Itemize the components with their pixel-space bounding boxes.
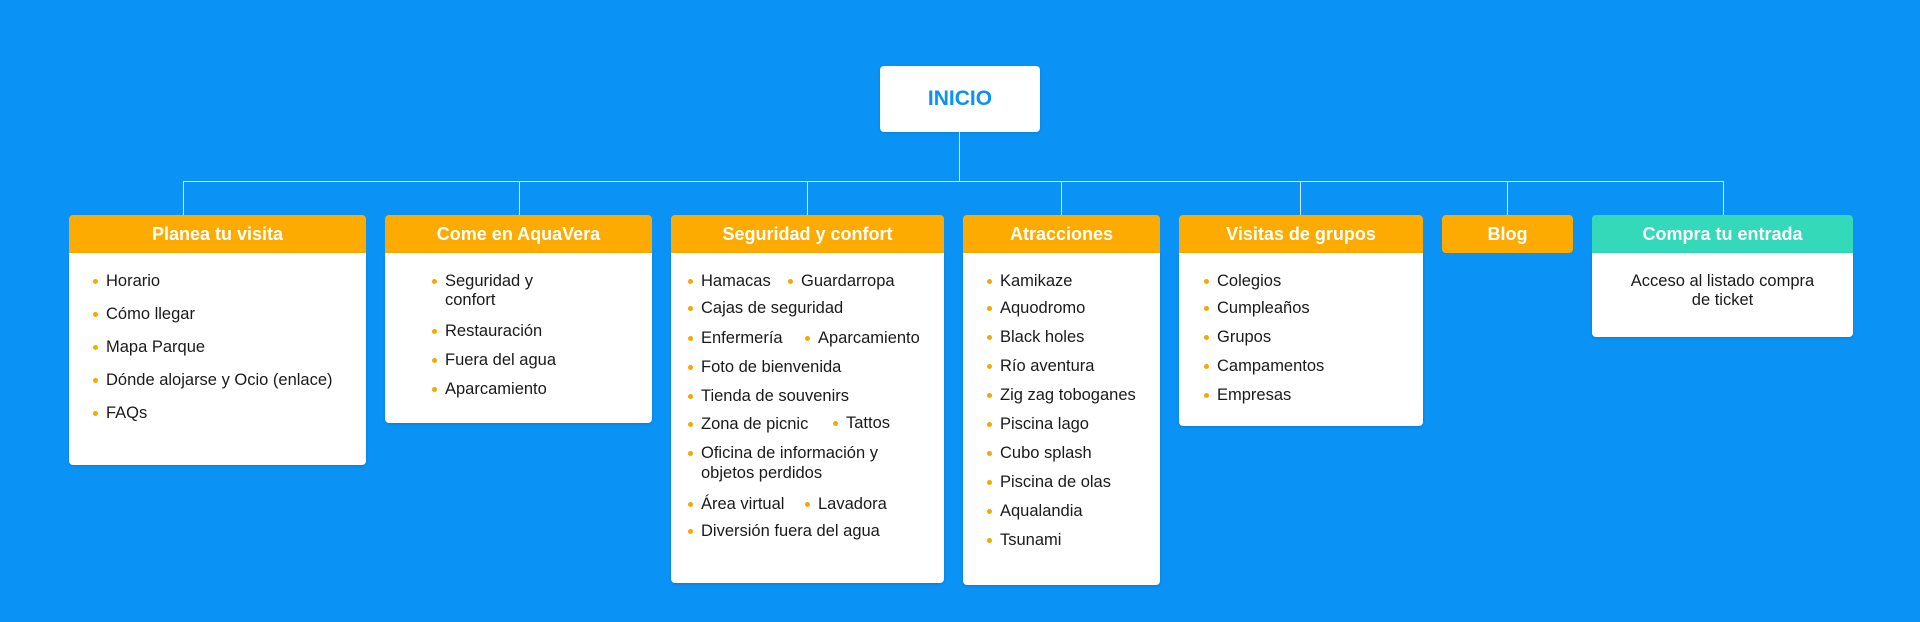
card-come-header[interactable] (385, 215, 652, 253)
list-item[interactable]: Aqualandia (1000, 502, 1083, 520)
list-item[interactable]: Tattos (846, 414, 891, 432)
card-grupos-title: Visitas de grupos (1226, 223, 1376, 244)
list-item[interactable]: Colegios (1217, 272, 1282, 290)
card-blog-header[interactable] (1442, 215, 1573, 253)
card-compra-header[interactable] (1592, 215, 1853, 253)
list-item[interactable]: Restauración (445, 322, 543, 340)
card-come-title: Come en AquaVera (436, 223, 601, 244)
list-item[interactable]: Oficina de información y (701, 444, 878, 462)
card-come (385, 215, 652, 423)
card-planea-header[interactable] (69, 215, 366, 253)
list-item[interactable]: Aquodromo (1000, 299, 1086, 317)
connector-7 (1723, 181, 1724, 215)
compra-text-line-1[interactable]: Acceso al listado compra (1630, 272, 1815, 290)
list-item[interactable]: Tsunami (1000, 531, 1062, 549)
list-item[interactable]: Mapa Parque (106, 338, 206, 356)
list-item[interactable]: Aparcamiento (445, 380, 547, 398)
connector-root (959, 132, 960, 182)
connector-horizontal (183, 181, 1724, 182)
card-compra (1592, 215, 1853, 337)
card-seguridad-header[interactable] (671, 215, 944, 253)
list-item[interactable]: Campamentos (1217, 357, 1325, 375)
connector-4 (1061, 181, 1062, 215)
connector-2 (519, 181, 520, 215)
list-item[interactable]: Río aventura (1000, 357, 1095, 375)
list-item[interactable]: Piscina de olas (1000, 473, 1111, 491)
list-item[interactable]: Aparcamiento (818, 329, 920, 347)
list-item[interactable]: Kamikaze (1000, 272, 1073, 290)
root-node[interactable] (880, 66, 1040, 132)
list-item[interactable]: Cómo llegar (106, 305, 195, 323)
root-label: INICIO (927, 87, 993, 110)
list-item[interactable]: Lavadora (818, 495, 887, 513)
compra-text-line-2[interactable]: de ticket (1691, 291, 1754, 309)
card-atracciones-title: Atracciones (1009, 223, 1114, 244)
card-planea-title: Planea tu visita (151, 223, 284, 244)
connector-5 (1300, 181, 1301, 215)
card-blog (1442, 215, 1573, 253)
card-atracciones (963, 215, 1160, 585)
card-seguridad-title: Seguridad y confort (722, 223, 893, 244)
list-item[interactable]: Horario (106, 272, 161, 290)
connector-1 (183, 181, 184, 215)
list-item[interactable]: Dónde alojarse y Ocio (enlace) (106, 371, 333, 389)
list-item[interactable]: Fuera del agua (445, 351, 556, 369)
card-atracciones-header[interactable] (963, 215, 1160, 253)
connector-6 (1507, 181, 1508, 215)
list-item-continuation: confort (445, 291, 496, 309)
list-item[interactable]: Seguridad y (445, 272, 534, 290)
list-item[interactable]: Diversión fuera del agua (701, 522, 880, 540)
list-item[interactable]: Zig zag toboganes (1000, 386, 1136, 404)
list-item[interactable]: Enfermería (701, 329, 783, 347)
list-item[interactable]: Cubo splash (1000, 444, 1092, 462)
list-item[interactable]: Guardarropa (801, 272, 895, 290)
list-item[interactable]: Black holes (1000, 328, 1085, 346)
connector-3 (807, 181, 808, 215)
list-item-continuation: objetos perdidos (701, 464, 823, 482)
card-blog-title: Blog (1487, 223, 1528, 244)
list-item[interactable]: Grupos (1217, 328, 1272, 346)
list-item[interactable]: Piscina lago (1000, 415, 1089, 433)
card-seguridad (671, 215, 944, 583)
list-item[interactable]: Foto de bienvenida (701, 358, 842, 376)
list-item[interactable]: Hamacas (701, 272, 771, 290)
list-item[interactable]: Tienda de souvenirs (701, 387, 849, 405)
list-item[interactable]: FAQs (106, 404, 148, 422)
list-item[interactable]: Cajas de seguridad (701, 299, 844, 317)
list-item[interactable]: Empresas (1217, 386, 1292, 404)
list-item[interactable]: Zona de picnic (701, 415, 809, 433)
card-planea (69, 215, 366, 465)
card-grupos (1179, 215, 1423, 426)
card-compra-title: Compra tu entrada (1642, 223, 1803, 244)
list-item[interactable]: Área virtual (701, 495, 785, 513)
list-item[interactable]: Cumpleaños (1217, 299, 1310, 317)
card-grupos-header[interactable] (1179, 215, 1423, 253)
